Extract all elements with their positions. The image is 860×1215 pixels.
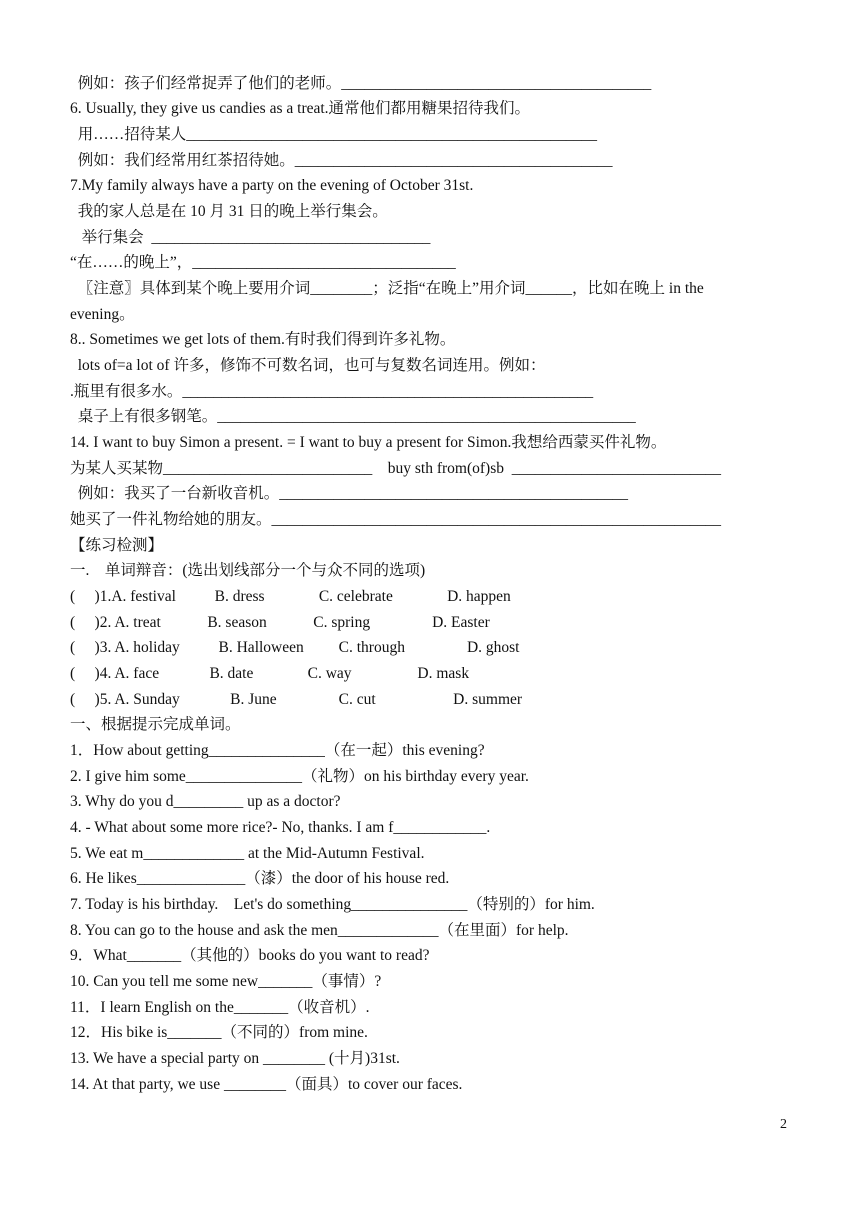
text-line: 8.. Sometimes we get lots of them.有时我们得到许多礼物。 bbox=[70, 331, 456, 348]
text-line: 一、根据提示完成单词。 bbox=[70, 716, 241, 733]
text-line: 例如：我们经常用红茶招待她。_________________________________________ bbox=[70, 152, 613, 169]
question-line: 3. Why do you d_________ up as a doctor? bbox=[70, 793, 341, 810]
text-line: 例如：我买了一台新收音机。_____________________________________________ bbox=[70, 485, 629, 502]
question-line: 7. Today is his birthday. Let's do something_______________（特别的）for him. bbox=[70, 896, 595, 913]
question-line: ( )3. A. holiday B. Halloween C. through D. ghost bbox=[70, 639, 520, 656]
text-line: 例如：孩子们经常捉弄了他们的老师。________________________________________ bbox=[70, 75, 652, 92]
text-line: 14. I want to buy Simon a present. = I want to buy a present for Simon.我想给西蒙买件礼物。 bbox=[70, 434, 667, 451]
text-line: 举行集会 ____________________________________ bbox=[70, 229, 431, 246]
question-line: 10. Can you tell me some new_______（事情）? bbox=[70, 973, 382, 990]
question-line: ( )2. A. treat B. season C. spring D. Easter bbox=[70, 614, 490, 631]
question-line: 9．What_______（其他的）books do you want to read? bbox=[70, 947, 430, 964]
question-line: 6. He likes______________（漆）the door of his house red. bbox=[70, 870, 450, 887]
text-line: 7.My family always have a party on the evening of October 31st. bbox=[70, 177, 474, 194]
text-line: 一. 单词辩音：(选出划线部分一个与众不同的选项) bbox=[70, 562, 426, 579]
text-line: 6. Usually, they give us candies as a treat.通常他们都用糖果招待我们。 bbox=[70, 100, 531, 117]
text-line: 我的家人总是在 10 月 31 日的晚上举行集会。 bbox=[70, 203, 388, 220]
text-line: “在……的晚上”，__________________________________ bbox=[70, 254, 456, 271]
question-line: 4. - What about some more rice?- No, thanks. I am f____________. bbox=[70, 819, 491, 836]
question-line: 12．His bike is_______（不同的）from mine. bbox=[70, 1024, 368, 1041]
text-line: 为某人买某物___________________________ buy sth from(of)sb ___________________________ bbox=[70, 460, 721, 477]
text-line: 用……招待某人_____________________________________________________ bbox=[70, 126, 598, 143]
question-line: 13. We have a special party on ________ (十月)31st. bbox=[70, 1050, 400, 1067]
section-heading: 【练习检测】 bbox=[70, 537, 164, 554]
text-line: 她买了一件礼物给她的朋友。__________________________________________________________ bbox=[70, 511, 722, 528]
question-line: 11．I learn English on the_______（收音机）. bbox=[70, 999, 370, 1016]
text-line: evening。 bbox=[70, 306, 135, 323]
question-line: 5. We eat m_____________ at the Mid-Autumn Festival. bbox=[70, 845, 425, 862]
text-line: lots of=a lot of 许多，修饰不可数名词，也可与复数名词连用。例如： bbox=[70, 357, 546, 374]
question-line: 8. You can go to the house and ask the men_____________（在里面）for help. bbox=[70, 922, 569, 939]
question-line: ( )4. A. face B. date C. way D. mask bbox=[70, 665, 470, 682]
question-line: 1．How about getting_______________（在一起）this evening? bbox=[70, 742, 485, 759]
text-line: 桌子上有很多钢笔。______________________________________________________ bbox=[70, 408, 636, 425]
text-line: .瓶里有很多水。_____________________________________________________ bbox=[70, 383, 594, 400]
question-line: 2. I give him some_______________（礼物）on his birthday every year. bbox=[70, 768, 529, 785]
question-line: ( )5. A. Sunday B. June C. cut D. summer bbox=[70, 691, 523, 708]
question-line: ( )1.A. festival B. dress C. celebrate D. happen bbox=[70, 588, 511, 605]
question-line: 14. At that party, we use ________（面具）to cover our faces. bbox=[70, 1076, 463, 1093]
page-number: 2 bbox=[780, 1117, 787, 1132]
text-line: 〖注意〗具体到某个晚上要用介词________；泛指“在晚上”用介词______，比如在晚上 in the bbox=[70, 280, 704, 297]
